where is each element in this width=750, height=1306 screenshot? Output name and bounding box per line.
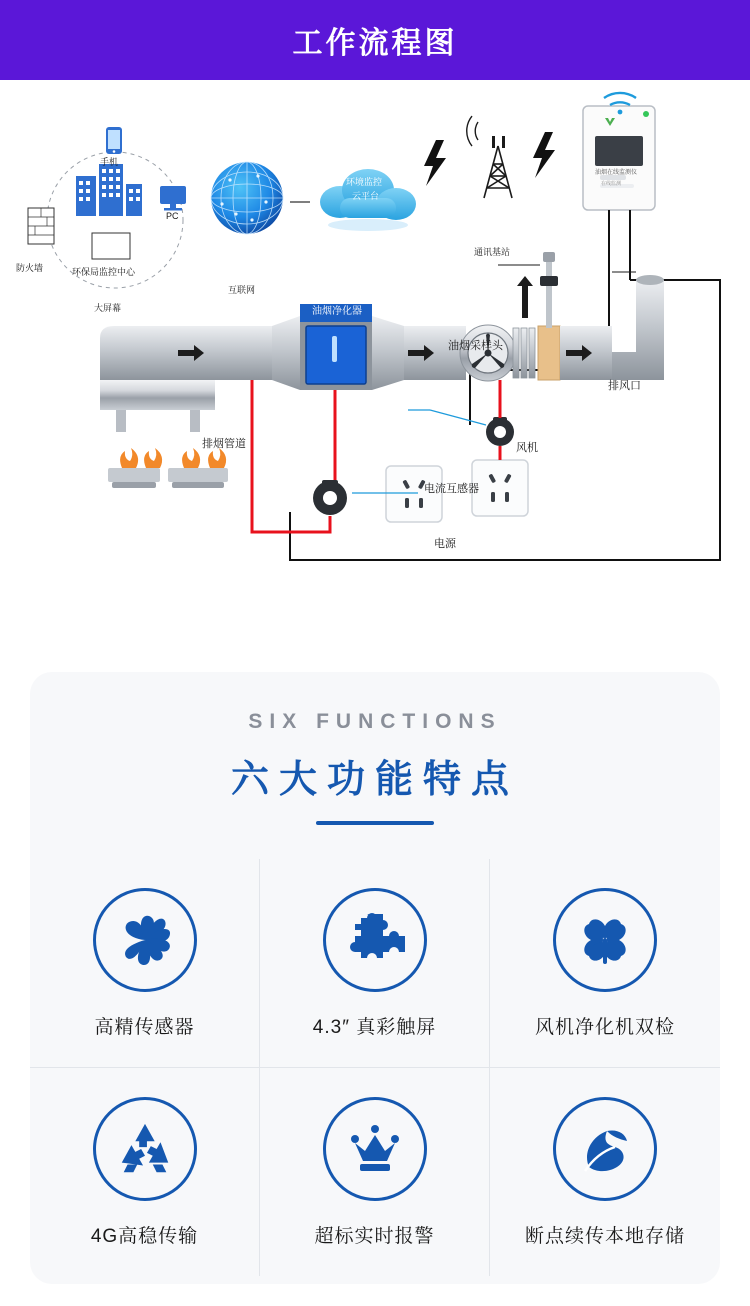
label-cloud-line2: 云平台 xyxy=(352,191,380,201)
feature-item[interactable] xyxy=(490,1068,720,1276)
flower-sensor-icon xyxy=(113,908,177,972)
feature-icon-circle xyxy=(93,1097,197,1201)
feature-item[interactable] xyxy=(490,859,720,1068)
feature-label: 风机净化机双检 xyxy=(534,1016,675,1038)
label-cloud-line1: 环境监控 xyxy=(346,177,383,187)
feature-icon-circle xyxy=(553,888,657,992)
features-grid xyxy=(30,859,720,1276)
feature-label: 4.3″ 真彩触屏 xyxy=(312,1016,437,1038)
six-functions-panel xyxy=(30,672,720,1284)
feature-item[interactable] xyxy=(260,1068,490,1276)
puzzle-screen-icon xyxy=(343,908,407,972)
feature-label: 断点续传本地存储 xyxy=(524,1225,685,1247)
feature-icon-circle xyxy=(323,1097,427,1201)
label-fan: 风机 xyxy=(516,442,538,454)
label-big-screen: 大屏幕 xyxy=(94,303,122,313)
label-pc: PC xyxy=(166,211,179,221)
label-device-sub: 在线监测 xyxy=(601,181,622,187)
six-functions-en-title: SIX FUNCTIONS xyxy=(248,710,502,733)
label-sampler: 油烟采样头 xyxy=(448,340,503,352)
label-purifier: 油烟净化器 xyxy=(312,306,362,317)
title-divider xyxy=(316,821,434,825)
label-air-outlet: 排风口 xyxy=(608,380,641,392)
workflow-diagram xyxy=(0,80,750,665)
feature-label: 高精传感器 xyxy=(94,1016,195,1038)
label-device: 油烟在线监测仪 xyxy=(595,170,638,176)
recycle-4g-icon xyxy=(114,1118,176,1180)
crown-alarm-icon xyxy=(343,1117,407,1181)
feature-item[interactable] xyxy=(260,859,490,1068)
feature-icon-circle xyxy=(323,888,427,992)
label-current-transformer: 电流互感器 xyxy=(424,483,479,495)
label-power: 电源 xyxy=(434,538,456,550)
label-phone: 手机 xyxy=(100,157,119,167)
label-monitor-center: 环保局监控中心 xyxy=(72,267,136,277)
feature-icon-circle xyxy=(553,1097,657,1201)
label-exhaust-duct: 排烟管道 xyxy=(202,438,246,450)
label-base-station: 通讯基站 xyxy=(474,247,511,257)
feature-item[interactable] xyxy=(30,859,260,1068)
six-functions-cn-title: 六大功能特点 xyxy=(230,759,519,801)
leaf-storage-icon xyxy=(573,1117,637,1181)
label-firewall: 防火墙 xyxy=(16,263,44,273)
feature-icon-circle xyxy=(93,888,197,992)
page-title: 工作流程图 xyxy=(292,27,458,60)
feature-label: 4G高稳传输 xyxy=(90,1225,199,1247)
label-internet: 互联网 xyxy=(228,285,256,295)
clover-dual-check-icon xyxy=(573,908,637,972)
feature-label: 超标实时报警 xyxy=(314,1225,435,1247)
feature-item[interactable] xyxy=(30,1068,260,1276)
page-header xyxy=(0,0,750,80)
